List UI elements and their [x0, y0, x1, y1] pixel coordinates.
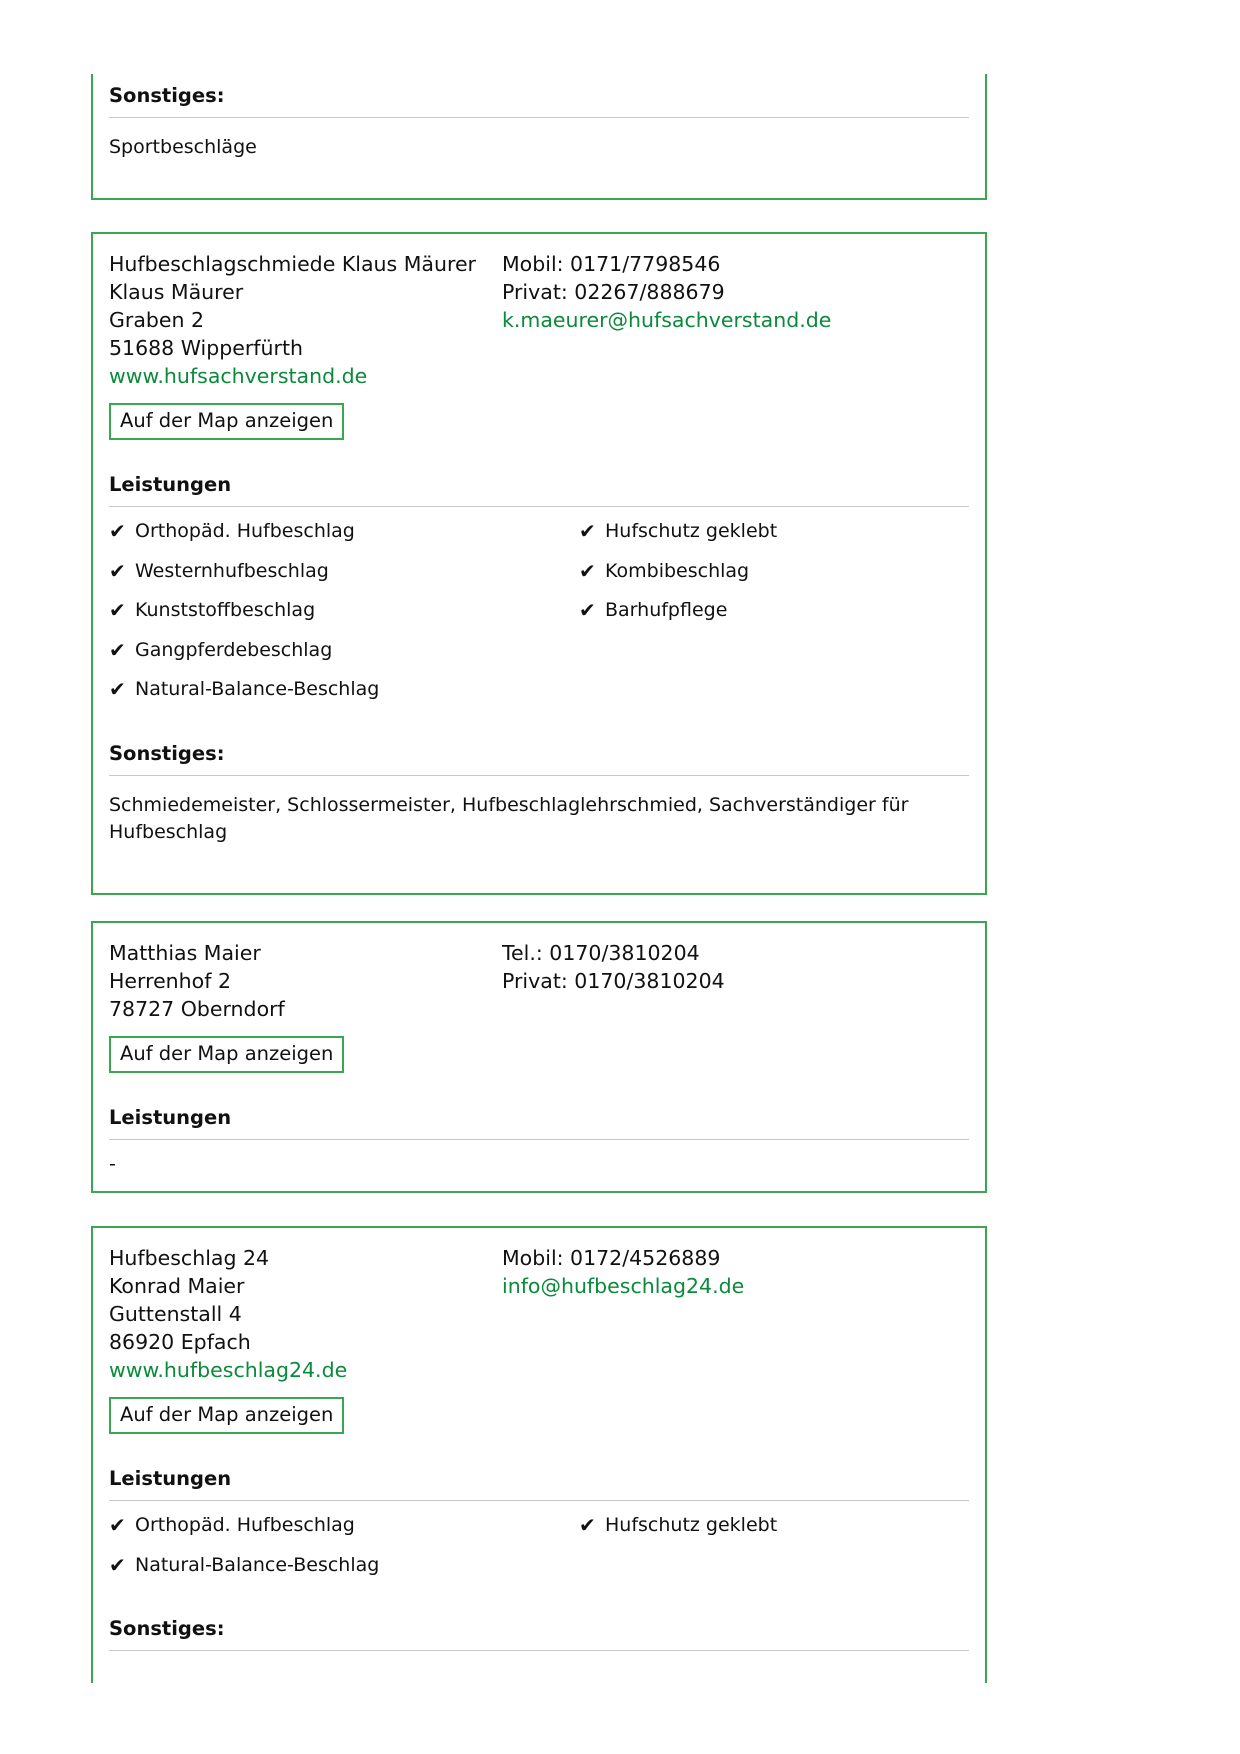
check-icon: ✔ [579, 1513, 596, 1537]
address-block [109, 1244, 502, 1434]
list-item: ✔ Orthopäd. Hufbeschlag [109, 1513, 355, 1537]
check-icon: ✔ [109, 519, 126, 543]
services-heading: Leistungen [109, 473, 969, 507]
contact-person: Konrad Maier [109, 1274, 245, 1298]
sonstiges-text: Schmiedemeister, Schlossermeister, Hufbeschlaglehrschmied, Sachverständiger für Hufbeschlag [109, 793, 909, 843]
business-name: Hufbeschlag 24 [109, 1246, 270, 1270]
list-item: ✔ Kombibeschlag [579, 558, 750, 583]
services-heading: Leistungen [109, 1106, 969, 1140]
show-on-map-button[interactable]: Auf der Map anzeigen [109, 403, 344, 440]
contact-block [109, 1244, 969, 1434]
business-name: Hufbeschlagschmiede Klaus Mäurer [109, 252, 476, 276]
contact-block [109, 250, 969, 440]
services-list [109, 519, 969, 717]
list-item: ✔ Hufschutz geklebt [579, 1513, 778, 1537]
list-item: ✔ Hufschutz geklebt [579, 519, 778, 543]
services-empty: - [109, 1153, 116, 1175]
services-heading: Leistungen [109, 1467, 969, 1501]
city: 78727 Oberndorf [109, 997, 285, 1021]
sonstiges-heading: Sonstiges: [109, 1617, 969, 1651]
check-icon: ✔ [579, 519, 596, 543]
city: 51688 Wipperfürth [109, 336, 303, 360]
listing-card-0 [91, 74, 987, 200]
mobile-phone: Mobil: 0171/7798546 [502, 252, 721, 276]
business-name: Matthias Maier [109, 941, 261, 965]
website-link[interactable]: www.hufsachverstand.de [109, 364, 368, 388]
list-item: ✔ Gangpferdebeschlag [109, 637, 333, 662]
services-list [109, 1513, 969, 1592]
private-phone: Privat: 0170/3810204 [502, 969, 725, 993]
phone: Tel.: 0170/3810204 [502, 941, 700, 965]
phone-block [502, 1244, 969, 1434]
check-icon: ✔ [109, 637, 126, 662]
list-item: ✔ Natural-Balance-Beschlag [109, 677, 380, 701]
address-block [109, 250, 502, 440]
check-icon: ✔ [579, 558, 596, 583]
website-link[interactable]: www.hufbeschlag24.de [109, 1358, 348, 1382]
contact-person: Klaus Mäurer [109, 280, 244, 304]
contact-block [109, 939, 969, 1073]
listing-card-3 [91, 1226, 987, 1683]
list-item: ✔ Kunststoffbeschlag [109, 598, 316, 622]
list-item: ✔ Natural-Balance-Beschlag [109, 1552, 380, 1577]
street: Graben 2 [109, 308, 205, 332]
phone-block [502, 250, 969, 440]
street: Guttenstall 4 [109, 1302, 242, 1326]
show-on-map-button[interactable]: Auf der Map anzeigen [109, 1397, 344, 1434]
address-block [109, 939, 502, 1073]
list-item: ✔ Barhufpflege [579, 598, 728, 622]
mobile-phone: Mobil: 0172/4526889 [502, 1246, 721, 1270]
list-item: ✔ Westernhufbeschlag [109, 558, 329, 583]
listing-card-2 [91, 921, 987, 1193]
city: 86920 Epfach [109, 1330, 251, 1354]
check-icon: ✔ [109, 1552, 126, 1577]
check-icon: ✔ [579, 598, 596, 622]
email-link[interactable]: info@hufbeschlag24.de [502, 1274, 745, 1298]
list-item: ✔ Orthopäd. Hufbeschlag [109, 519, 355, 543]
listing-card-1 [91, 232, 987, 895]
street: Herrenhof 2 [109, 969, 231, 993]
phone-block [502, 939, 969, 1073]
show-on-map-button[interactable]: Auf der Map anzeigen [109, 1036, 344, 1073]
check-icon: ✔ [109, 558, 126, 583]
sonstiges-heading: Sonstiges: [109, 742, 969, 776]
check-icon: ✔ [109, 677, 126, 701]
sonstiges-text: Sportbeschläge [109, 136, 257, 158]
email-link[interactable]: k.maeurer@hufsachverstand.de [502, 308, 832, 332]
check-icon: ✔ [109, 1513, 126, 1537]
sonstiges-heading: Sonstiges: [109, 84, 969, 118]
check-icon: ✔ [109, 598, 126, 622]
private-phone: Privat: 02267/888679 [502, 280, 725, 304]
